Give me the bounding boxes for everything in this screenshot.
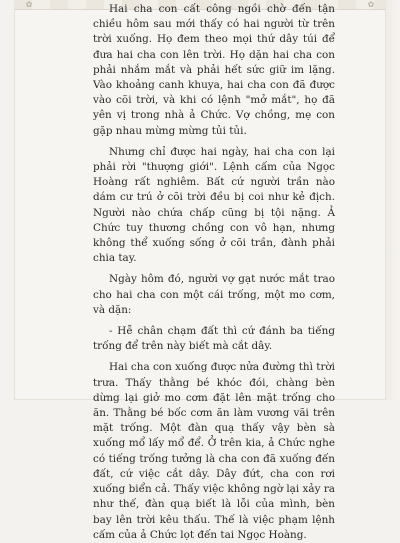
paragraph: Ngày hôm đó, người vợ gạt nước mắt trao cho hai cha con một cái trống, một mo cơm, và dặn: bbox=[93, 273, 335, 316]
flower-ornament-icon: ✿ bbox=[25, 0, 33, 9]
paragraph: Hai cha con xuống được nửa đường thì trời trưa. Thấy thằng bé khóc đói, chàng bèn dừng lại giở mo cơm đặt lên mặt trống cho ăn. Thằng bé bốc cơm ăn làm vương vãi trên mặt trống. Một đàn quạ thấy vậy bèn sà xuống mổ lấy mổ để. Ở trên kia, ả Chức nghe có tiếng trống tưởng là cha con đã xuống đến đất, cứ việc cắt dây. Dây đứt, cha con rơi xuống biển cả. Thấy việc không ngờ lại xảy ra như thế, đàn quạ biết là lỗi của mình, bèn bay lên trời kêu thấu. Thế là việc phạm lệnh cấm của ả Chức lọt đến tai Ngọc Hoàng. bbox=[93, 361, 335, 541]
flower-ornament-icon: ✿ bbox=[367, 0, 375, 9]
paragraph: Hai cha con cất công ngồi chờ đến tận chiều hôm sau mới thấy có hai người từ trên trời xuống. Họ đem theo mọi thứ dây túi để đưa hai cha con lên trời. Họ dặn hai cha con phải nhắm mắt và phải hết sức giữ im lặng. Vào khoảng canh khuya, hai cha con đã được vào cõi trời, và khi có lệnh "mở mắt", họ đã yên vị trong nhà ả Chức. Vợ chồng, mẹ con gặp nhau mừng mừng tủi tủi. bbox=[93, 3, 335, 137]
dialog-line: - Hễ chân chạm đất thì cứ đánh ba tiếng trống để trên này biết mà cắt dây. bbox=[93, 325, 335, 353]
book-page bbox=[14, 0, 386, 541]
page-edge-shadow bbox=[386, 0, 400, 400]
paragraph: Nhưng chỉ được hai ngày, hai cha con lại phải rời "thượng giới". Lệnh cấm của Ngọc Hoàng rất nghiêm. Bất cứ người trần nào dám cư trú ở cõi trời đều bị coi như kẻ địch. Người nào chứa chấp cũng bị tội nặng. Ả Chức tuy thương chồng con vô hạn, nhưng không thể xuống sống ở cõi trần, đành phải chia tay. bbox=[93, 145, 335, 265]
story-text bbox=[93, 2, 335, 543]
